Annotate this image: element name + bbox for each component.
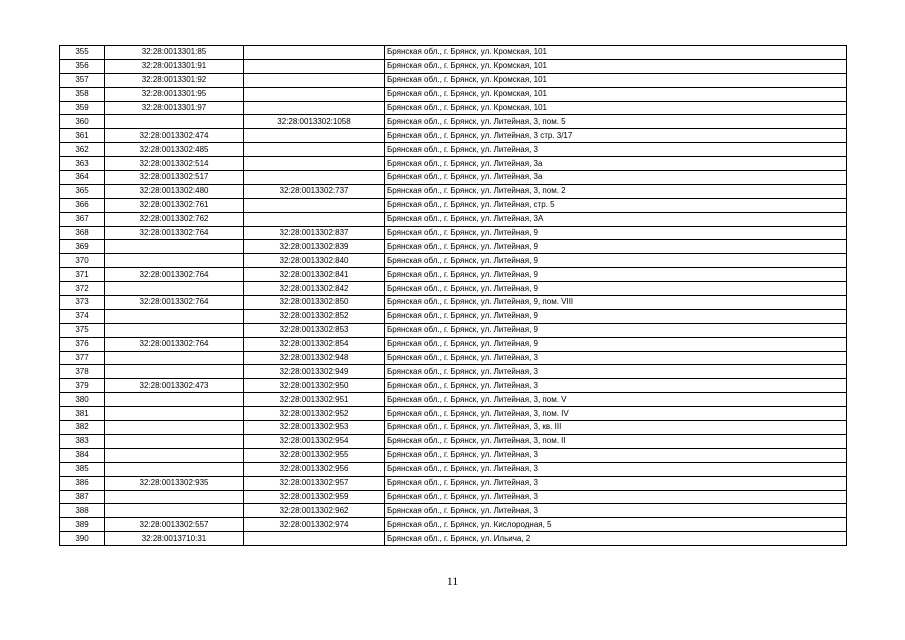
related-cadastral-number-cell: 32:28:0013302:957 — [244, 476, 385, 490]
table-row — [60, 212, 847, 226]
address-cell: Брянская обл., г. Брянск, ул. Литейная, 9 — [385, 337, 847, 351]
table-row — [60, 254, 847, 268]
related-cadastral-number-cell: 32:28:0013302:842 — [244, 282, 385, 296]
table-row — [60, 59, 847, 73]
row-number-cell: 369 — [60, 240, 105, 254]
table-row — [60, 407, 847, 421]
table-body — [60, 46, 847, 546]
table-row — [60, 448, 847, 462]
cadastral-number-cell: 32:28:0013710:31 — [105, 532, 244, 546]
row-number-cell: 381 — [60, 407, 105, 421]
table-row — [60, 282, 847, 296]
table-row — [60, 504, 847, 518]
related-cadastral-number-cell — [244, 129, 385, 143]
row-number-cell: 365 — [60, 184, 105, 198]
address-cell: Брянская обл., г. Брянск, ул. Литейная, 3 — [385, 490, 847, 504]
related-cadastral-number-cell — [244, 212, 385, 226]
row-number-cell: 387 — [60, 490, 105, 504]
address-cell: Брянская обл., г. Брянск, ул. Кромская, 101 — [385, 46, 847, 60]
cadastral-number-cell — [105, 240, 244, 254]
row-number-cell: 373 — [60, 296, 105, 310]
row-number-cell: 390 — [60, 532, 105, 546]
address-cell: Брянская обл., г. Брянск, ул. Литейная, 9, пом. VIII — [385, 296, 847, 310]
row-number-cell: 377 — [60, 351, 105, 365]
table-row — [60, 518, 847, 532]
cadastral-number-cell — [105, 282, 244, 296]
address-cell: Брянская обл., г. Брянск, ул. Кромская, 101 — [385, 87, 847, 101]
table-row — [60, 73, 847, 87]
address-cell: Брянская обл., г. Брянск, ул. Литейная, 3 — [385, 143, 847, 157]
cadastral-number-cell — [105, 490, 244, 504]
related-cadastral-number-cell — [244, 59, 385, 73]
address-cell: Брянская обл., г. Брянск, ул. Литейная, 3, пом. V — [385, 393, 847, 407]
related-cadastral-number-cell: 32:28:0013302:974 — [244, 518, 385, 532]
cadastral-number-cell: 32:28:0013302:557 — [105, 518, 244, 532]
related-cadastral-number-cell: 32:28:0013302:956 — [244, 462, 385, 476]
cadastral-number-cell: 32:28:0013302:480 — [105, 184, 244, 198]
row-number-cell: 379 — [60, 379, 105, 393]
related-cadastral-number-cell — [244, 87, 385, 101]
related-cadastral-number-cell — [244, 73, 385, 87]
cadastral-number-cell — [105, 407, 244, 421]
table-row — [60, 309, 847, 323]
row-number-cell: 368 — [60, 226, 105, 240]
address-cell: Брянская обл., г. Брянск, ул. Литейная, 3, кв. III — [385, 421, 847, 435]
cadastral-number-cell — [105, 351, 244, 365]
address-cell: Брянская обл., г. Брянск, ул. Литейная, 9 — [385, 240, 847, 254]
address-cell: Брянская обл., г. Брянск, ул. Литейная, 3, пом. 5 — [385, 115, 847, 129]
row-number-cell: 370 — [60, 254, 105, 268]
related-cadastral-number-cell — [244, 157, 385, 171]
row-number-cell: 366 — [60, 198, 105, 212]
related-cadastral-number-cell: 32:28:0013302:850 — [244, 296, 385, 310]
address-cell: Брянская обл., г. Брянск, ул. Литейная, 9 — [385, 309, 847, 323]
cadastral-number-cell: 32:28:0013302:935 — [105, 476, 244, 490]
related-cadastral-number-cell — [244, 198, 385, 212]
related-cadastral-number-cell: 32:28:0013302:737 — [244, 184, 385, 198]
related-cadastral-number-cell — [244, 171, 385, 185]
row-number-cell: 378 — [60, 365, 105, 379]
address-cell: Брянская обл., г. Брянск, ул. Литейная, 3, пом. IV — [385, 407, 847, 421]
table-row — [60, 46, 847, 60]
related-cadastral-number-cell: 32:28:0013302:954 — [244, 434, 385, 448]
cadastral-number-cell: 32:28:0013302:474 — [105, 129, 244, 143]
row-number-cell: 356 — [60, 59, 105, 73]
related-cadastral-number-cell: 32:28:0013302:953 — [244, 421, 385, 435]
cadastral-number-cell — [105, 365, 244, 379]
table-row — [60, 226, 847, 240]
table-row — [60, 323, 847, 337]
row-number-cell: 357 — [60, 73, 105, 87]
cadastral-number-cell: 32:28:0013302:485 — [105, 143, 244, 157]
property-registry-table — [59, 45, 847, 546]
cadastral-number-cell — [105, 421, 244, 435]
address-cell: Брянская обл., г. Брянск, ул. Литейная, 9 — [385, 254, 847, 268]
table-row — [60, 296, 847, 310]
address-cell: Брянская обл., г. Брянск, ул. Кромская, 101 — [385, 59, 847, 73]
address-cell: Брянская обл., г. Брянск, ул. Литейная, 3, пом. II — [385, 434, 847, 448]
cadastral-number-cell: 32:28:0013301:97 — [105, 101, 244, 115]
cadastral-number-cell — [105, 115, 244, 129]
related-cadastral-number-cell: 32:28:0013302:952 — [244, 407, 385, 421]
address-cell: Брянская обл., г. Брянск, ул. Литейная, стр. 5 — [385, 198, 847, 212]
row-number-cell: 380 — [60, 393, 105, 407]
table-row — [60, 351, 847, 365]
table-row — [60, 143, 847, 157]
row-number-cell: 359 — [60, 101, 105, 115]
related-cadastral-number-cell — [244, 101, 385, 115]
row-number-cell: 383 — [60, 434, 105, 448]
cadastral-number-cell — [105, 309, 244, 323]
table-row — [60, 87, 847, 101]
address-cell: Брянская обл., г. Брянск, ул. Литейная, 9 — [385, 323, 847, 337]
address-cell: Брянская обл., г. Брянск, ул. Литейная, 3 — [385, 365, 847, 379]
table-row — [60, 115, 847, 129]
related-cadastral-number-cell: 32:28:0013302:854 — [244, 337, 385, 351]
related-cadastral-number-cell: 32:28:0013302:948 — [244, 351, 385, 365]
table-row — [60, 240, 847, 254]
address-cell: Брянская обл., г. Брянск, ул. Литейная, 9 — [385, 268, 847, 282]
cadastral-number-cell — [105, 323, 244, 337]
table-row — [60, 421, 847, 435]
cadastral-number-cell — [105, 434, 244, 448]
row-number-cell: 364 — [60, 171, 105, 185]
address-cell: Брянская обл., г. Брянск, ул. Литейная, 3 стр. 3/17 — [385, 129, 847, 143]
cadastral-number-cell: 32:28:0013301:95 — [105, 87, 244, 101]
row-number-cell: 355 — [60, 46, 105, 60]
address-cell: Брянская обл., г. Брянск, ул. Кромская, 101 — [385, 73, 847, 87]
row-number-cell: 372 — [60, 282, 105, 296]
table-row — [60, 365, 847, 379]
row-number-cell: 389 — [60, 518, 105, 532]
table-row — [60, 462, 847, 476]
address-cell: Брянская обл., г. Брянск, ул. Литейная, 3 — [385, 448, 847, 462]
table-row — [60, 268, 847, 282]
cadastral-number-cell — [105, 393, 244, 407]
address-cell: Брянская обл., г. Брянск, ул. Литейная, 3а — [385, 171, 847, 185]
address-cell: Брянская обл., г. Брянск, ул. Литейная, 3 — [385, 504, 847, 518]
address-cell: Брянская обл., г. Брянск, ул. Литейная, 3А — [385, 212, 847, 226]
row-number-cell: 382 — [60, 421, 105, 435]
table-row — [60, 434, 847, 448]
address-cell: Брянская обл., г. Брянск, ул. Кромская, 101 — [385, 101, 847, 115]
related-cadastral-number-cell: 32:28:0013302:1058 — [244, 115, 385, 129]
row-number-cell: 363 — [60, 157, 105, 171]
related-cadastral-number-cell: 32:28:0013302:950 — [244, 379, 385, 393]
table-row — [60, 157, 847, 171]
cadastral-number-cell: 32:28:0013302:517 — [105, 171, 244, 185]
related-cadastral-number-cell — [244, 143, 385, 157]
cadastral-number-cell: 32:28:0013301:91 — [105, 59, 244, 73]
related-cadastral-number-cell: 32:28:0013302:839 — [244, 240, 385, 254]
address-cell: Брянская обл., г. Брянск, ул. Литейная, 3 — [385, 462, 847, 476]
row-number-cell: 360 — [60, 115, 105, 129]
cadastral-number-cell: 32:28:0013302:764 — [105, 268, 244, 282]
address-cell: Брянская обл., г. Брянск, ул. Литейная, 3 — [385, 379, 847, 393]
page-number: 11 — [446, 574, 459, 588]
address-cell: Брянская обл., г. Брянск, ул. Литейная, 3 — [385, 476, 847, 490]
address-cell: Брянская обл., г. Брянск, ул. Литейная, 9 — [385, 226, 847, 240]
table-row — [60, 171, 847, 185]
row-number-cell: 362 — [60, 143, 105, 157]
address-cell: Брянская обл., г. Брянск, ул. Литейная, 3, пом. 2 — [385, 184, 847, 198]
related-cadastral-number-cell: 32:28:0013302:955 — [244, 448, 385, 462]
table-row — [60, 532, 847, 546]
table-row — [60, 476, 847, 490]
cadastral-number-cell: 32:28:0013302:764 — [105, 296, 244, 310]
row-number-cell: 371 — [60, 268, 105, 282]
related-cadastral-number-cell: 32:28:0013302:841 — [244, 268, 385, 282]
row-number-cell: 388 — [60, 504, 105, 518]
related-cadastral-number-cell: 32:28:0013302:853 — [244, 323, 385, 337]
related-cadastral-number-cell: 32:28:0013302:951 — [244, 393, 385, 407]
table-row — [60, 393, 847, 407]
cadastral-number-cell: 32:28:0013302:761 — [105, 198, 244, 212]
related-cadastral-number-cell: 32:28:0013302:959 — [244, 490, 385, 504]
address-cell: Брянская обл., г. Брянск, ул. Литейная, 3а — [385, 157, 847, 171]
address-cell: Брянская обл., г. Брянск, ул. Ильича, 2 — [385, 532, 847, 546]
address-cell: Брянская обл., г. Брянск, ул. Кислородная, 5 — [385, 518, 847, 532]
cadastral-number-cell: 32:28:0013302:764 — [105, 226, 244, 240]
address-cell: Брянская обл., г. Брянск, ул. Литейная, 3 — [385, 351, 847, 365]
cadastral-number-cell: 32:28:0013302:762 — [105, 212, 244, 226]
cadastral-number-cell: 32:28:0013302:764 — [105, 337, 244, 351]
row-number-cell: 385 — [60, 462, 105, 476]
table-row — [60, 129, 847, 143]
cadastral-number-cell: 32:28:0013301:92 — [105, 73, 244, 87]
row-number-cell: 386 — [60, 476, 105, 490]
related-cadastral-number-cell — [244, 46, 385, 60]
table-row — [60, 490, 847, 504]
row-number-cell: 384 — [60, 448, 105, 462]
row-number-cell: 375 — [60, 323, 105, 337]
row-number-cell: 367 — [60, 212, 105, 226]
related-cadastral-number-cell: 32:28:0013302:837 — [244, 226, 385, 240]
table-row — [60, 379, 847, 393]
address-cell: Брянская обл., г. Брянск, ул. Литейная, 9 — [385, 282, 847, 296]
cadastral-number-cell — [105, 504, 244, 518]
cadastral-number-cell — [105, 254, 244, 268]
table-row — [60, 337, 847, 351]
row-number-cell: 376 — [60, 337, 105, 351]
cadastral-number-cell: 32:28:0013302:473 — [105, 379, 244, 393]
related-cadastral-number-cell: 32:28:0013302:852 — [244, 309, 385, 323]
cadastral-number-cell — [105, 448, 244, 462]
related-cadastral-number-cell: 32:28:0013302:949 — [244, 365, 385, 379]
table-row — [60, 198, 847, 212]
cadastral-number-cell: 32:28:0013302:514 — [105, 157, 244, 171]
related-cadastral-number-cell — [244, 532, 385, 546]
row-number-cell: 358 — [60, 87, 105, 101]
cadastral-number-cell: 32:28:0013301:85 — [105, 46, 244, 60]
row-number-cell: 361 — [60, 129, 105, 143]
related-cadastral-number-cell: 32:28:0013302:962 — [244, 504, 385, 518]
related-cadastral-number-cell: 32:28:0013302:840 — [244, 254, 385, 268]
table-row — [60, 184, 847, 198]
cadastral-number-cell — [105, 462, 244, 476]
row-number-cell: 374 — [60, 309, 105, 323]
table-row — [60, 101, 847, 115]
